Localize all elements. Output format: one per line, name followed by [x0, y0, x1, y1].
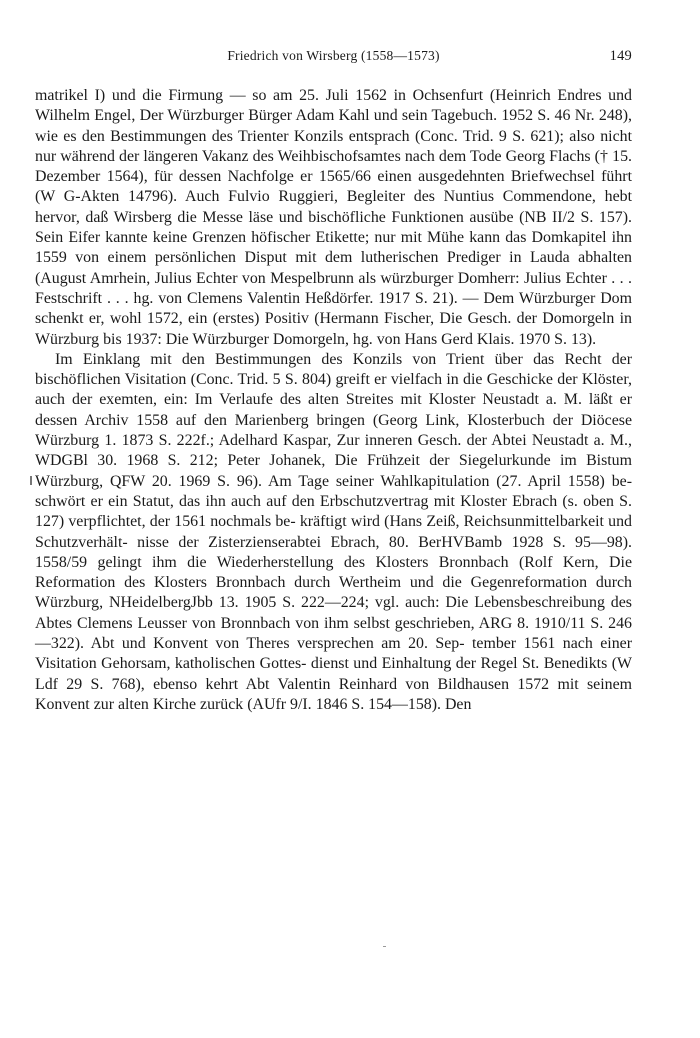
text-line: ebenso kehrt Abt Valentin Reinhard von Bildhausen 1572 mit seinem: [153, 675, 632, 693]
text-line: Johanek, Die Frühzeit der Siegelurkunde im Bistum Würzburg, QFW: [35, 452, 632, 490]
text-line: 1558/59 gelingt ihm die Wiederherstellung des Klosters Bronnbach: [35, 553, 519, 571]
text-line: Fulvio Ruggieri, Begleiter des Nuntius Commendone, hebt hervor, daß: [35, 188, 632, 226]
text-line: Kahl und sein Tagebuch. 1952 S. 46 Nr. 248), wie es den Bestimmungen: [35, 107, 632, 145]
text-line: S. 222—224; vgl. auch: Die Lebensbeschreibung des Abtes Clemens: [35, 594, 632, 632]
text-line: (Heinrich Endres und Wilhelm Engel, Der Würzburger Bürger Adam: [35, 87, 632, 125]
text-line: Positiv (Hermann Fischer, Die Gesch. der Domorgeln in Würzburg bis: [35, 310, 632, 348]
text-line: (Rolf Kern, Die Reformation des Klosters Bronnbach durch Wertheim: [35, 553, 632, 592]
page-number: 149: [609, 48, 632, 64]
margin-mark: [30, 476, 32, 485]
text-line: 1937: Die Würzburger Domorgeln, hg. von Hans Gerd Klais. 1970: [125, 330, 555, 348]
text-line: Georg Flachs († 15. Dezember 1564), für dessen Nachfolge er 1565/66: [35, 147, 633, 186]
text-line: Echter . . . Festschrift . . . hg. von Clemens Valentin Heßdörfer. 1917: [35, 269, 632, 307]
text-line: und die Gegenreformation durch Würzburg, NHeidelbergJbb 13. 1905: [35, 574, 633, 612]
text-line: Gesch. der Abtei Neustadt a. M., WDGBl 30. 1968 S. 212; Peter: [35, 432, 632, 470]
text-line: schwört er ein Statut, das ihn auch auf den Erbschutzvertrag mit: [35, 492, 461, 510]
text-line: mit dem lutherischen Prediger in Lauda abhalten (August Amrhein,: [35, 249, 632, 287]
text-line: Kloster Ebrach (s. oben S. 127) verpflichtet, der 1561 nochmals be-: [35, 492, 632, 531]
text-line: einen ausgedehnten Briefwechsel führt (W G-Akten 14796). Auch: [35, 168, 632, 206]
text-line: Konvent zur alten Kirche zurück (AUfr 9/I. 1846 S. 154—158). Den: [35, 695, 472, 713]
page: [35, 48, 632, 715]
text-line: Julius Echter von Mespelbrunn als würzburger Domherr: Julius: [154, 269, 566, 287]
text-line: des Trienter Konzils entsprach (Conc. Trid. 9 S. 621); also nicht nur: [35, 127, 632, 165]
text-line: S. 13).: [554, 330, 597, 348]
text-line: S. 157). Sein Eifer kannte keine Grenzen höfischer Etikette; nur mit: [35, 208, 632, 247]
text-line: matrikel I) und die Firmung — so am 25. Juli 1562 in Ochsenfurt: [35, 87, 490, 104]
text-line: Diöcese Würzburg 1. 1873 S. 222f.; Adelhard Kaspar, Zur inneren: [35, 411, 632, 450]
text-line: tember 1561 nach einer Visitation Gehorsam, katholischen Gottes-: [35, 635, 632, 673]
text-line: Wirsberg die Messe läse und bischöfliche Funktionen ausübe (NB II/2: [113, 208, 581, 226]
text-line: während der längeren Vakanz des Weihbischofsamtes nach dem Tode: [60, 147, 506, 165]
paragraph-1: [35, 86, 632, 350]
running-title: Friedrich von Wirsberg (1558—1573): [227, 48, 440, 63]
text-line: kräftigt wird (Hans Zeiß, Reichsunmittelbarkeit und Schutzverhält-: [35, 513, 632, 551]
text-line: das Recht der bischöflichen Visitation (Conc. Trid. 5 S. 804) greift er: [35, 350, 633, 389]
running-head: [35, 48, 632, 72]
text-line: Mühe kann das Domkapitel ihn 1559 von einem persönlichen Disput: [35, 229, 632, 267]
scan-speck: [383, 946, 386, 947]
text-line: Im Einklang mit den Bestimmungen des Konzils von Trient über: [55, 350, 534, 368]
body-text: [35, 86, 632, 715]
paragraph-2: [35, 350, 632, 715]
text-line: nisse der Zisterzienserabtei Ebrach, 80. BerHVBamb 1928 S. 95—98).: [137, 533, 632, 551]
text-line: Leusser von Bronnbach von ihm selbst geschrieben, ARG 8. 1910/11: [137, 614, 591, 632]
text-line: S. 21). — Dem Würzburger Dom schenkt er, wohl 1572, ein (erstes): [35, 289, 632, 328]
text-line: Verlaufe des alten Streites mit Kloster Neustadt a. M. läßt er dessen: [35, 391, 633, 429]
text-line: 20. 1969 S. 96). Am Tage seiner Wahlkapitulation (27. April 1558) be-: [151, 472, 632, 490]
text-line: dienst und Einhaltung der Regel St. Benedikts (W Ldf 29 S. 768),: [35, 655, 632, 693]
text-line: Archiv 1558 auf den Marienberg bringen (Georg Link, Klosterbuch der: [84, 411, 581, 429]
text-line: vielfach in die Geschicke der Klöster, auch der exemten, ein: Im: [35, 371, 632, 409]
text-line: S. 246—322). Abt und Konvent von Theres versprechen am 20. Sep-: [35, 614, 632, 653]
